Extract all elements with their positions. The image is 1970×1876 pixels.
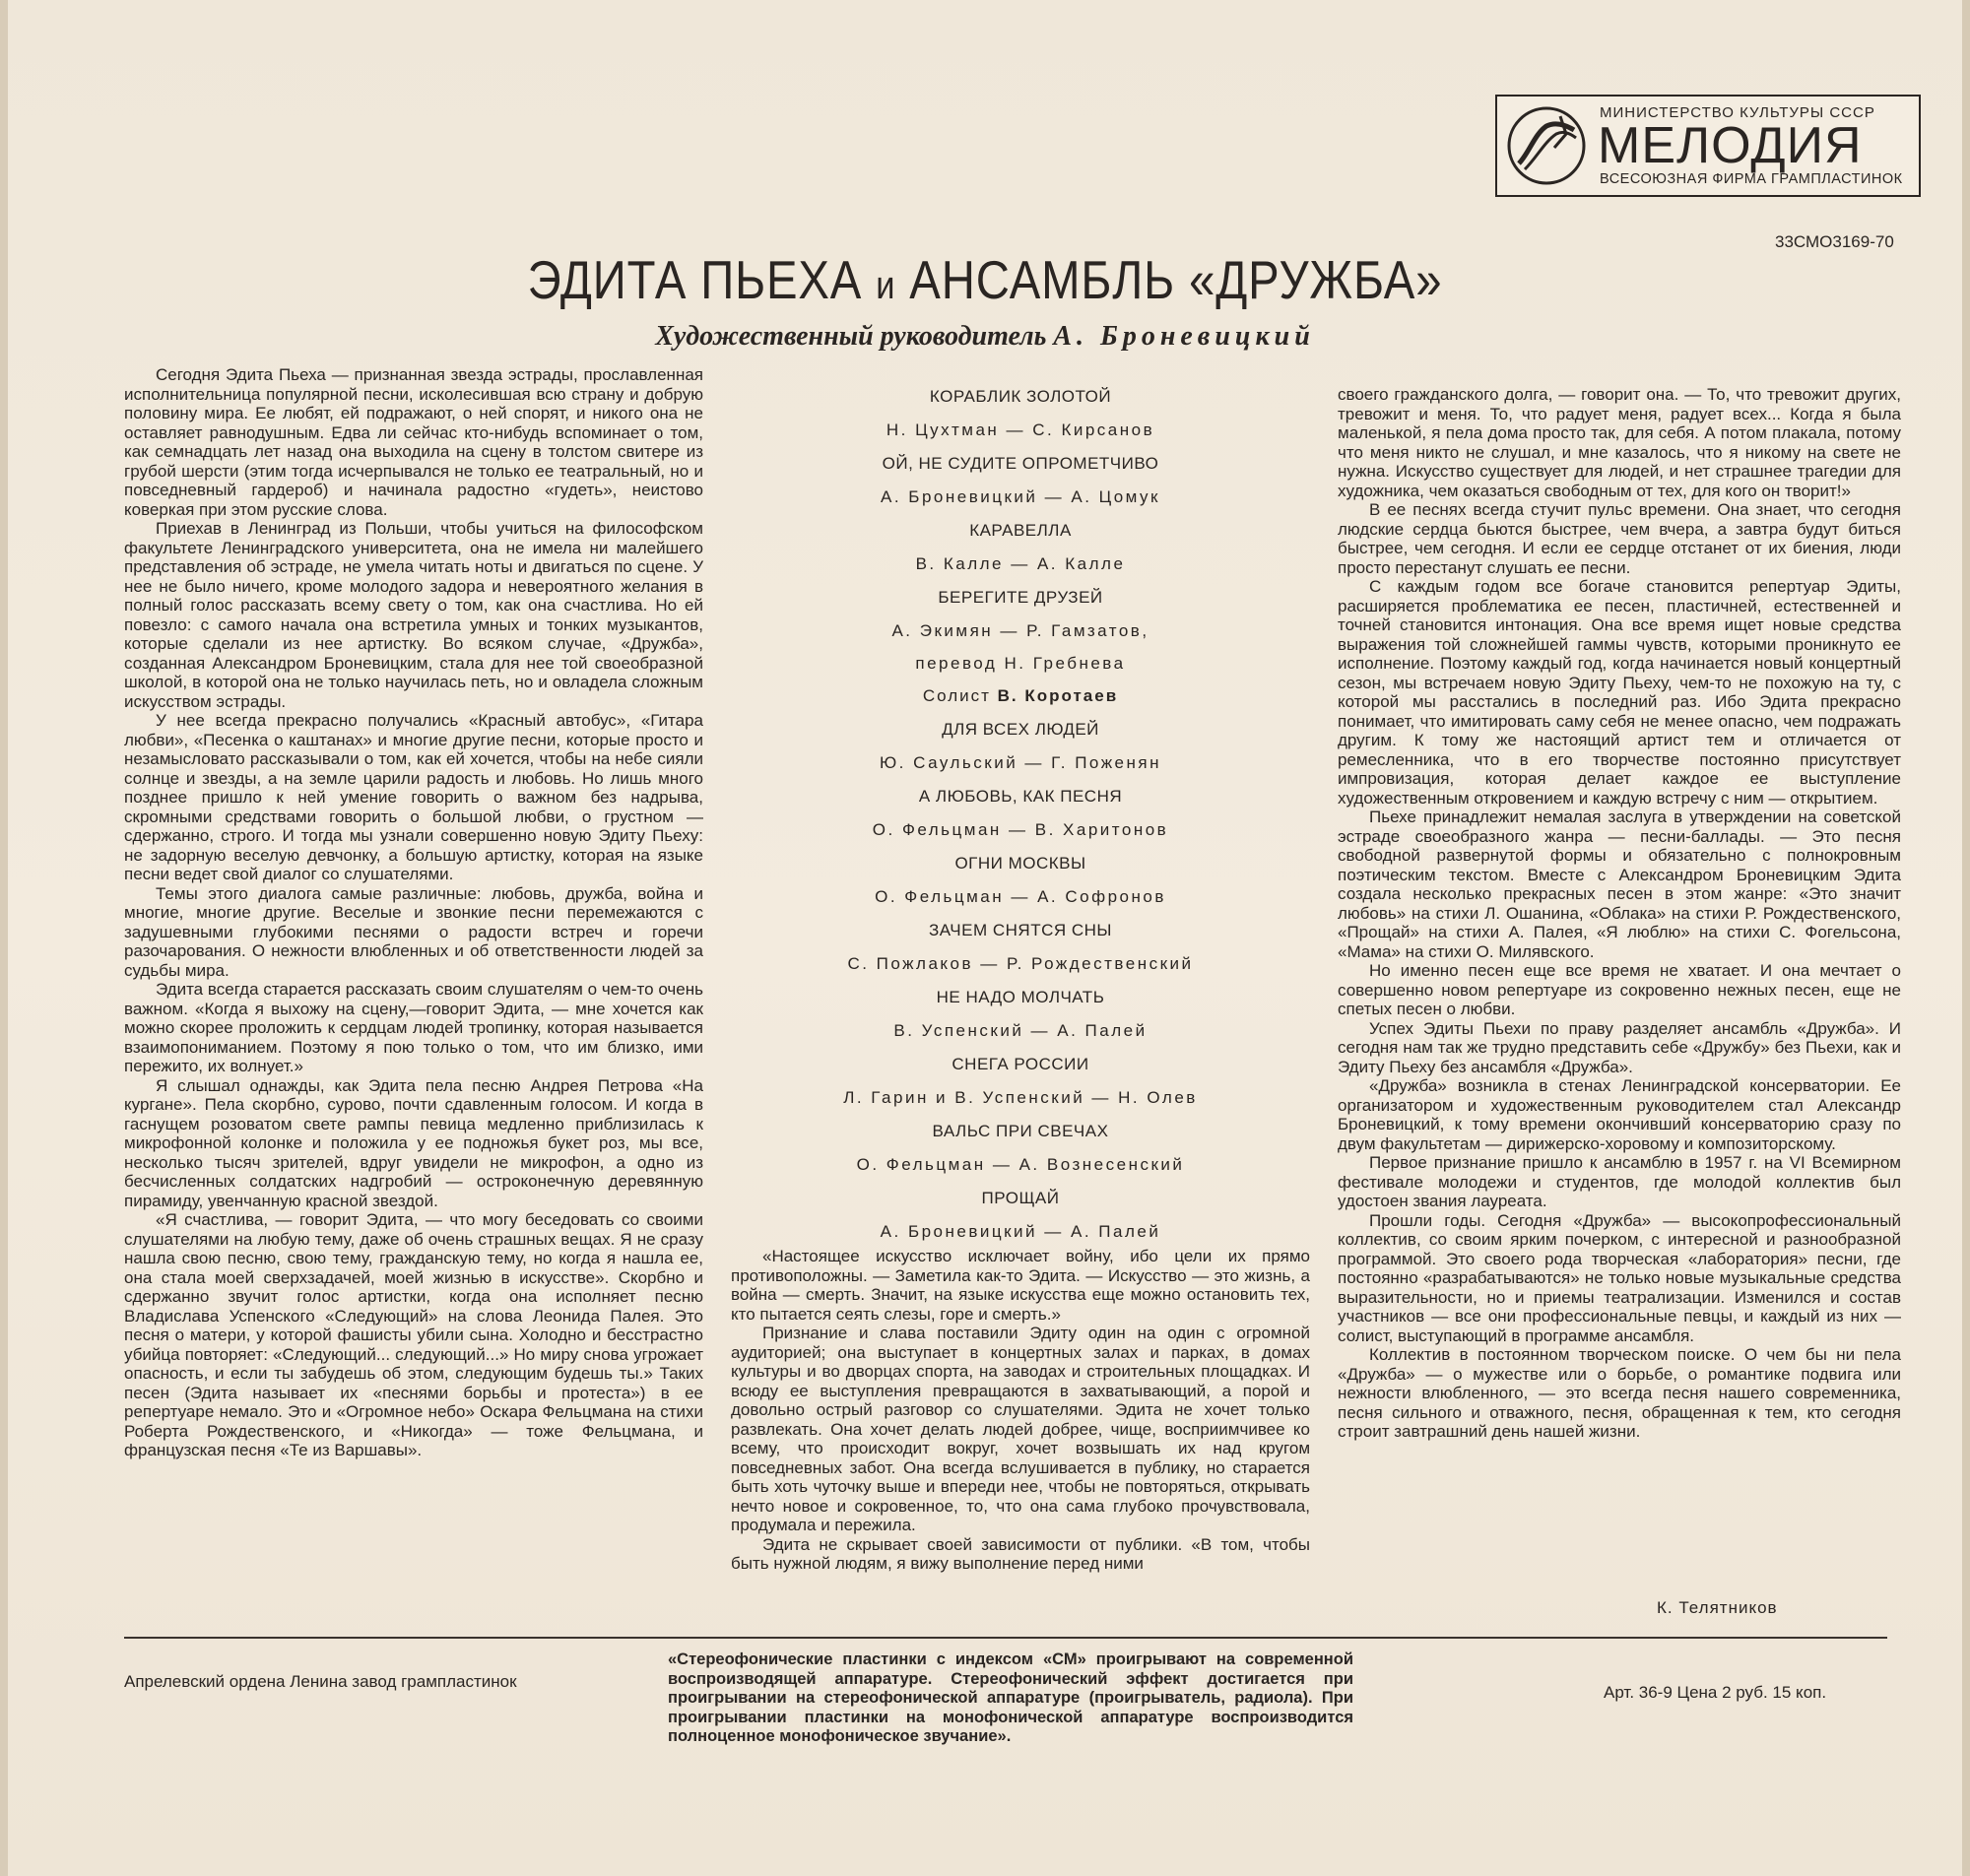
track-authors: В. Успенский — А. Палей [893,1021,1148,1040]
track-title: КАРАВЕЛЛА [969,521,1072,540]
melodiya-logo [1495,95,1921,197]
track-item [731,786,1310,853]
liner-notes-left-column [124,365,703,1460]
brand-name: МЕЛОДИЯ [1598,117,1863,174]
album-title [138,248,1832,311]
footer-divider [124,1637,1887,1639]
paragraph: Темы этого диалога самые различные: любовь, дружба, война и многие, многие другие. Веселые и звонкие песни перемежаются с задушевными глубокими песнями о радости встреч и горечи разочарования. О нежности влюбленных и об ответственности людей за судьбы мира. [124,883,703,980]
track-item [731,987,1310,1054]
track-authors: А. Экимян — Р. Гамзатов, [891,621,1149,640]
track-title: ОГНИ МОСКВЫ [954,854,1086,873]
paragraph: Прошли годы. Сегодня «Дружба» — высокопрофессиональный коллектив, со своим ярким почерком, с интересной и разнообразной программой. Это своего рода творческая «лаборатория» песни, где постоянно «разрабатываются» не только новые музыкальные средства выразительности, но и приемы театрализации. Изменился и состав участников — все они профессиональные певцы, и каждый из них — солист, выступающий в программе ансамбля. [1338,1210,1901,1345]
track-authors: Л. Гарин и В. Успенский — Н. Олев [843,1088,1198,1107]
track-authors: А. Броневицкий — А. Палей [880,1222,1161,1241]
track-authors: А. Броневицкий — А. Цомук [881,487,1160,506]
subtitle-prefix: Художественный руководитель [655,321,1047,352]
track-item [731,920,1310,987]
track-title: ПРОЩАЙ [981,1189,1060,1207]
liner-notes-right-column [1338,385,1901,1442]
author-signature: К. Телятников [1657,1598,1778,1617]
paragraph: Признание и слава поставили Эдиту один на один с огромной аудиторией; она выступает в концертных залах и парках, в домах культуры и во дворцах спорта, на заводах и строительных площадках. И всюду ее выступления превращаются в захватывающий, а порой и довольно острый разговор со слушателями. Эдита не хочет только развлекать. Она хочет делать людей добрее, чище, восприимчивее ко всему, что происходит вокруг, хочет возвышать их над кругом повседневных забот. Она всегда вслушивается в публику, но старается быть хоть чуточку выше и впереди нее, чтобы не повторяться, открывать нечто новое и сокровенное, то, что она сама глубоко прочувствовала, продумала и пережила. [731,1324,1310,1534]
paragraph: Сегодня Эдита Пьеха — признанная звезда эстрады, прославленная исполнительница популярной песни, исколесившая всю страну и добрую половину мира. Ее любят, ей подражают, о ней спорят, и никого она не оставляет равнодушным. Едва ли сейчас кто-нибудь вспоминает о том, как семнадцать лет назад она выходила на сцену в толстом свитере из грубой шерсти (этим тогда исчерпывался не только ее театральный, но и повседневный гардероб) и начинала радостно «гудеть», неистово коверкая при этом русские слова. [124,365,703,519]
paragraph: В ее песнях всегда стучит пульс времени. Она знает, что сегодня людские сердца бьются быстрее, чем вчера, а завтра будут биться быстрее, чем сегодня. И если ее сердце отстанет от их биения, люди просто перестанут слушать ее песни. [1338,500,1901,577]
track-authors: О. Фельцман — А. Софронов [875,887,1166,906]
sleeve-left-edge [0,0,8,1876]
paragraph: Эдита не скрывает своей зависимости от публики. «В том, чтобы быть нужной людям, я вижу выполнение перед ними [731,1534,1310,1573]
track-title: ОЙ, НЕ СУДИТЕ ОПРОМЕТЧИВО [882,454,1159,473]
track-authors: О. Фельцман — А. Вознесенский [856,1155,1185,1174]
title-artist: ЭДИТА ПЬЕХА [527,249,863,310]
track-title: СНЕГА РОССИИ [952,1055,1089,1073]
track-authors: О. Фельцман — В. Харитонов [872,820,1169,839]
track-title: ЗАЧЕМ СНЯТСЯ СНЫ [929,921,1112,939]
track-title: НЕ НАДО МОЛЧАТЬ [936,988,1105,1006]
paragraph: Эдита всегда старается рассказать своим слушателям о чем-то очень важном. «Когда я выхожу на сцену,—говорит Эдита, — мне хочется как можно скорее проложить к сердцам людей тропинку, которая называется взаимопониманием. Поэтому я пою только о том, что им близко, ими пережито, их волнует.» [124,980,703,1075]
stereo-notice: «Стереофонические пластинки с индексом «СМ» проигрывают на современной воспроизводящей аппаратуре. Стереофонический эффект достигается при проигрывании на стереофонической аппаратуре (проигрыватель, радиола). При проигрывании пластинки на монофонической аппаратуре воспроизводится полноценное монофоническое звучание». [668,1650,1353,1745]
track-item [731,853,1310,920]
paragraph: Коллектив в постоянном творческом поиске. О чем бы ни пела «Дружба» — о мужестве или о борьбе, о романтике подвига или нежности влюбленного, — это всегда песня нашего современника, песня сильного и отважного, песня, обращенная к тем, кто сегодня строит завтрашний день нашей жизни. [1338,1345,1901,1441]
paragraph: «Дружба» возникла в стенах Ленинградской консерватории. Ее организатором и художественным руководителем стал Александр Броневицкий, к тому времени окончивший консерваторию сразу по двум факультетам — дирижерско-хоровому и композиторскому. [1338,1076,1901,1153]
track-item [731,1121,1310,1188]
soloist-name: В. Коротаев [997,686,1119,705]
track-title: ВАЛЬС ПРИ СВЕЧАХ [932,1122,1109,1140]
track-item [731,1054,1310,1121]
soloist-label: Солист [922,686,991,705]
tracklist [731,386,1310,1255]
title-ensemble: АНСАМБЛЬ «ДРУЖБА» [909,249,1443,310]
price-label: Арт. 36-9 Цена 2 руб. 15 коп. [1604,1683,1827,1702]
paragraph: Приехав в Ленинград из Польши, чтобы учиться на философском факультете Ленинградского университета, она не имела ни малейшего представления об эстраде, не умела читать ноты и двигаться по сцене. У нее не было ничего, кроме молодого задора и невероятного желания в полный голос рассказать всему свету о том, как она счастлива. Но ей повезло: с самого начала она встретила умных и тонких музыкантов, которые сделали из нее артистку. Во всяком случае, «Дружба», созданная Александром Броневицким, стала для нее той своеобразной школой, в которой она не только научилась петь, но и овладела сложным искусством эстрады. [124,519,703,711]
track-title: КОРАБЛИК ЗОЛОТОЙ [929,387,1112,406]
sleeve-right-edge [1962,0,1970,1876]
paragraph: своего гражданского долга, — говорит она. — То, что тревожит других, тревожит и меня. То, что радует меня, радует всех... Когда я была маленькой, я пела дома просто так, для себя. А потом плакала, потому что меня никто не слушал, и мне казалось, что я никому на свете не нужна. Искусство существует для людей, и нет страшнее трагедии для художника, чем оказаться свободным от тех, для кого он творит!» [1338,385,1901,500]
paragraph: У нее всегда прекрасно получались «Красный автобус», «Гитара любви», «Песенка о каштанах» и многие другие песни, которые просто и незамысловато рассказывали о том, как ей хочется, чтобы на небе сияли солнце и звезды, а на земле царили радость и любовь. Но лишь много позднее пришло к ней умение говорить о важном без надрыва, скромными средствами говорить о большой любви, о грустном — сдержанно, строго. И тогда мы узнали совершенно новую Эдиту Пьеху: не задорную веселую девчонку, а большую артистку, которая на языке песни ведет свой диалог со слушателями. [124,711,703,883]
melodiya-emblem-icon [1505,104,1588,187]
liner-notes-middle-column [731,1247,1310,1574]
track-item [731,520,1310,587]
track-authors: Н. Цухтман — С. Кирсанов [886,420,1155,439]
track-soloist [731,685,1310,707]
paragraph: Я слышал однажды, как Эдита пела песню Андрея Петрова «На кургане». Пела скорбно, сурово, почти сдавленным голосом. И когда в гаснущем розоватом свете рампы певица медленно приблизилась к микрофонной колонке и положила у ее подножья букет роз, мы все, несколько тысяч зрителей, вдруг увидели не микрофон, а одно из бесчисленных солдатских надгробий — остроконечную деревянную пирамиду, увенчанную красной звездой. [124,1075,703,1210]
paragraph: «Настоящее искусство исключает войну, ибо цели их прямо противоположны. — Заметила как-то Эдита. — Искусство — это жизнь, а война — смерть. Значит, на языке искусства еще можно остановить тех, кто пытается сеять слезы, горе и смерть.» [731,1247,1310,1324]
track-authors: В. Калле — А. Калле [915,554,1126,573]
paragraph: Пьехе принадлежит немалая заслуга в утверждении на советской эстраде своеобразного жанра — песни-баллады. — Это песня свободной развернутой формы и обязательно с полнокровным поэтическим текстом. Вместе с Александром Броневицким Эдита создала несколько прекрасных песен в этом жанре: «Это значит любовь» на стихи Л. Ошанина, «Облака» на стихи Р. Рождественского, «Прощай» на стихи А. Палея, «Я люблю» на стихи С. Фогельсона, «Мама» на стихи О. Милявского. [1338,808,1901,961]
factory-label: Апрелевский ордена Ленина завод грампластинок [124,1672,517,1691]
catalog-number: 33СМО3169-70 [1775,232,1894,251]
track-item [731,719,1310,786]
track-title: ДЛЯ ВСЕХ ЛЮДЕЙ [942,720,1099,739]
subtitle-director: А. Броневицкий [1053,321,1315,352]
track-item [731,453,1310,520]
track-item [731,1188,1310,1255]
track-translation: перевод Н. Гребнева [915,654,1126,673]
paragraph: С каждым годом все богаче становится репертуар Эдиты, расширяется проблематика ее песен, пластичней, естественней и точней становится интонация. Она все время ищет новые средства выражения той сложнейшей гаммы чувств, которыми проникнуто ее исполнение. Поэтому каждый год, когда начинается новый концертный сезон, мы встречаем новую Эдиту Пьеху, чем-то не похожую на ту, с которой мы расстались в последний раз. Ибо Эдита прекрасно понимает, что имитировать саму себя не менее опасно, чем подражать другим. К тому же настоящий артист тем и отличается от ремесленника, что в его творчестве постоянно присутствует импровизация, которая делает каждое ее выступление художественным откровением и каждую встречу с ним — открытием. [1338,577,1901,808]
ministry-label: МИНИСТЕРСТВО КУЛЬТУРЫ СССР [1600,104,1875,121]
company-label: ВСЕСОЮЗНАЯ ФИРМА ГРАМПЛАСТИНОК [1600,171,1903,187]
track-authors: Ю. Саульский — Г. Поженян [880,753,1161,772]
track-title: А ЛЮБОВЬ, КАК ПЕСНЯ [918,787,1123,806]
paragraph: Первое признание пришло к ансамблю в 1957 г. на VI Всемирном фестивале молодежи и студентов, где молодой коллектив был удостоен звания лауреата. [1338,1153,1901,1210]
track-item [731,386,1310,453]
album-subtitle [0,321,1970,353]
paragraph: Успех Эдиты Пьехи по праву разделяет ансамбль «Дружба». И сегодня нам так же трудно представить себе «Дружбу» без Пьехи, как и Эдиту Пьеху без ансамбля «Дружба». [1338,1018,1901,1076]
paragraph: Но именно песен еще все время не хватает. И она мечтает о совершенно новом репертуаре из сокровенно нежных песен, еще не спетых песен о любви. [1338,961,1901,1018]
paragraph: «Я счастлива, — говорит Эдита, — что могу беседовать со своими слушателями на любую тему, даже об очень страшных вещах. Я не сразу нашла свою песню, свою тему, гражданскую тему, но когда я нашла ее, она стала моей сверхзадачей, моей жизнью в искусстве». Скорбно и сдержанно звучит голос артистки, когда она исполняет песню Владислава Успенского «Следующий» на слова Леонида Палея. Это песня о матери, у которой фашисты убили сына. Холодно и бесстрастно убийца повторяет: «Следующий... следующий...» Но миру снова угрожает опасность, и если ты забудешь об этом, следующим будешь ты.» Таких песен (Эдита называет их «песнями борьбы и протеста») в ее репертуаре немало. Это и «Огромное небо» Оскара Фельцмана на стихи Роберта Рождественского, и «Никогда» — тоже Фельцмана, и французская песня «Те из Варшавы». [124,1210,703,1459]
track-authors: С. Пожлаков — Р. Рождественский [847,954,1194,973]
track-title: БЕРЕГИТЕ ДРУЗЕЙ [938,588,1103,607]
title-conjunction: и [876,264,896,307]
track-item [731,587,1310,719]
